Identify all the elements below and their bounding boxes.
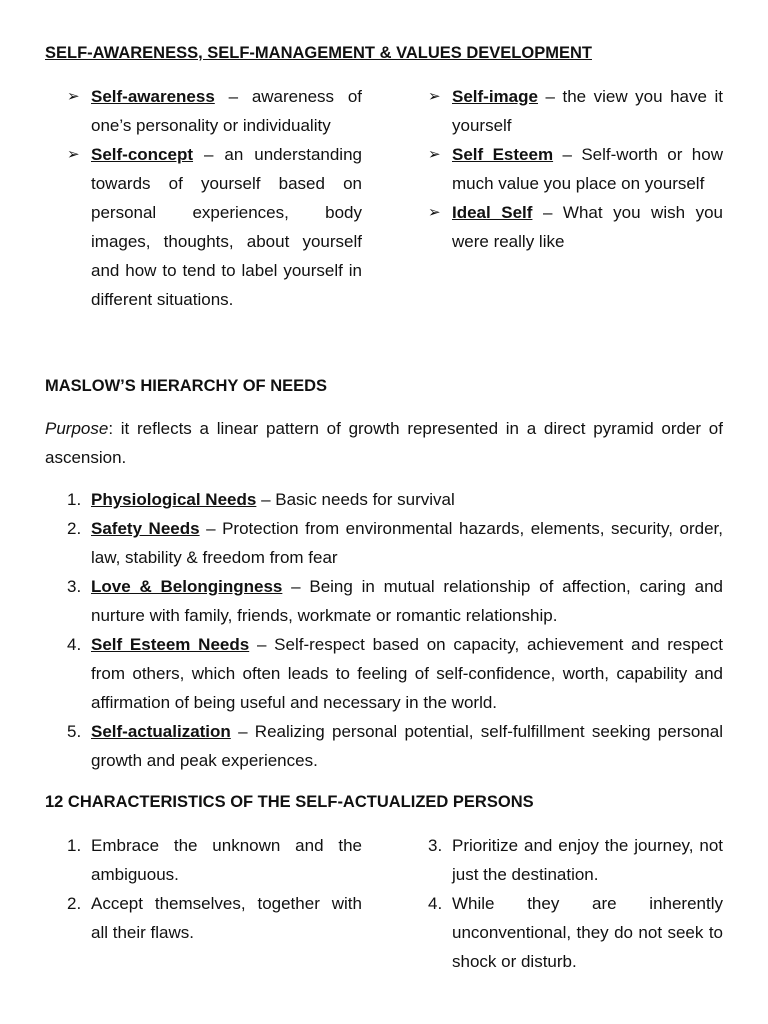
definition-text: – the view you have it yourself (452, 87, 723, 135)
need-term: Self-actualization (91, 722, 231, 741)
list-item (45, 514, 723, 572)
characteristic-text: Prioritize and enjoy the journey, not just the destination. (452, 836, 723, 884)
purpose-block (45, 414, 723, 472)
arrow-bullet-icon: ➢ (428, 146, 441, 163)
characteristics-section (45, 831, 723, 976)
need-term: Safety Needs (91, 519, 200, 538)
definition-term: Ideal Self (452, 203, 533, 222)
definition-text: – an understanding towards of yourself based on personal experiences, body images, thoughts, about yourself and how to tend to label yourself in different situations. (91, 145, 362, 309)
definition-item (45, 140, 362, 314)
section-heading: MASLOW’S HIERARCHY OF NEEDS (45, 377, 328, 395)
definition-text: – awareness of one’s personality or individuality (91, 87, 362, 135)
need-text: – Being in mutual relationship of affection, caring and nurture with family, friends, workmate or romantic relationship. (91, 577, 723, 625)
needs-list-block (45, 485, 723, 775)
definition-text: – Self-worth or how much value you place on yourself (452, 145, 723, 193)
characteristics-right-column (406, 831, 723, 976)
list-item (45, 572, 723, 630)
list-number: 4. (67, 635, 82, 654)
definition-text: – What you wish you were really like (452, 203, 723, 251)
list-number: 5. (67, 722, 82, 741)
definition-term: Self-image (452, 87, 538, 106)
list-item (45, 630, 723, 717)
list-item (406, 889, 723, 976)
definition-term: Self-awareness (91, 87, 215, 106)
list-item (406, 831, 723, 889)
list-number: 3. (428, 836, 443, 855)
list-number: 4. (428, 894, 443, 913)
arrow-bullet-icon: ➢ (67, 88, 80, 105)
list-item (45, 717, 723, 775)
characteristic-text: Embrace the unknown and the ambiguous. (91, 836, 362, 884)
list-number: 1. (67, 836, 82, 855)
list-number: 1. (67, 490, 82, 509)
characteristic-text: While they are inherently unconventional, they do not seek to shock or disturb. (452, 894, 723, 971)
arrow-bullet-icon: ➢ (67, 146, 80, 163)
definition-item (45, 82, 362, 140)
characteristics-left-column (45, 831, 362, 976)
arrow-bullet-icon: ➢ (428, 204, 441, 221)
list-number: 2. (67, 894, 82, 913)
purpose-text: : it reflects a linear pattern of growth represented in a direct pyramid order of ascension. (45, 419, 723, 467)
need-text: – Protection from environmental hazards, elements, security, order, law, stability & freedom from fear (91, 519, 723, 567)
list-item (45, 485, 723, 514)
purpose-paragraph (45, 414, 723, 472)
definition-item (406, 140, 723, 198)
list-number: 2. (67, 519, 82, 538)
section-heading: 12 CHARACTERISTICS OF THE SELF-ACTUALIZED PERSONS (45, 793, 534, 811)
need-text: – Basic needs for survival (256, 490, 455, 509)
definition-term: Self Esteem (452, 145, 554, 164)
list-item (45, 889, 362, 947)
page-title: SELF-AWARENESS, SELF-MANAGEMENT & VALUES DEVELOPMENT (45, 44, 592, 62)
need-text: – Realizing personal potential, self-fulfillment seeking personal growth and peak experiences. (91, 722, 723, 770)
need-text: – Self-respect based on capacity, achievement and respect from others, which often leads to feeling of self-confidence, worth, capability and affirmation of being useful and necessary in the world. (91, 635, 723, 712)
definition-item (406, 198, 723, 256)
title-block (45, 39, 723, 68)
list-item (45, 831, 362, 889)
maslow-heading-block (45, 372, 723, 401)
arrow-bullet-icon: ➢ (428, 88, 441, 105)
needs-list (45, 485, 723, 775)
list-number: 3. (67, 577, 82, 596)
definitions-left-column (45, 82, 362, 314)
need-term: Love & Belongingness (91, 577, 283, 596)
characteristic-text: Accept themselves, together with all their flaws. (91, 894, 362, 942)
definitions-section (45, 82, 723, 314)
characteristics-heading-block (45, 788, 723, 817)
definitions-right-column (406, 82, 723, 314)
need-term: Physiological Needs (91, 490, 257, 509)
definition-item (406, 82, 723, 140)
definition-term: Self-concept (91, 145, 194, 164)
need-term: Self Esteem Needs (91, 635, 250, 654)
purpose-label: Purpose (45, 419, 109, 438)
